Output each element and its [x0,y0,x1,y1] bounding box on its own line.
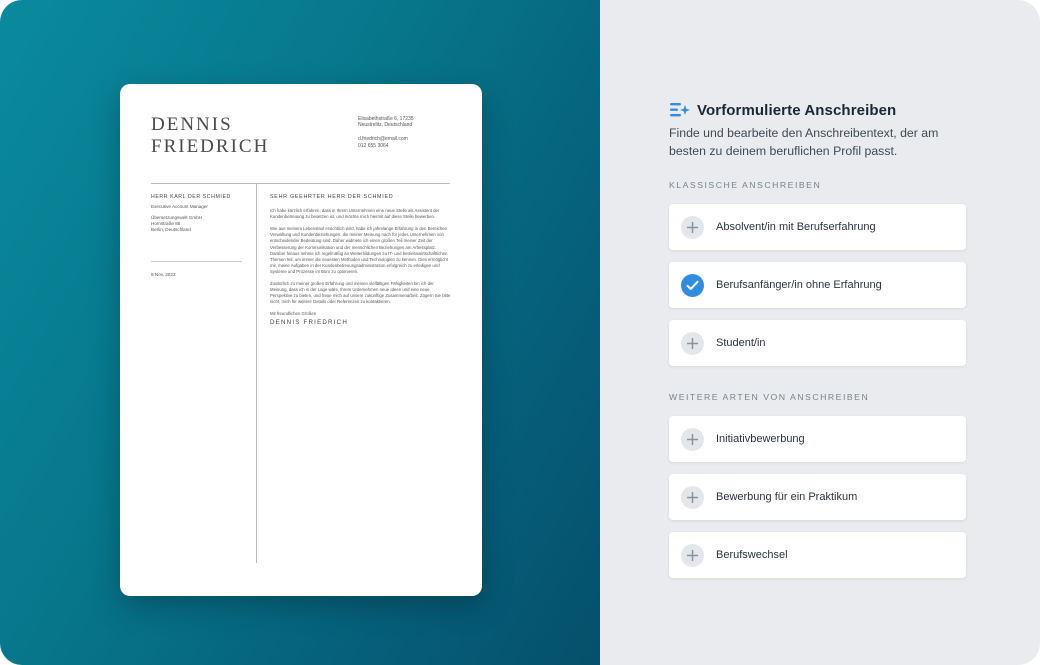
plus-icon [681,486,704,509]
plus-icon [681,544,704,567]
letter-side-divider [151,261,242,262]
recipient-street: Hornstraße 85 [151,220,181,226]
letter-column-divider [256,183,257,563]
letter-contact [358,116,414,149]
letter-address-line2: Neustrelitz, Deutschland [358,122,413,129]
template-option[interactable] [669,532,966,578]
template-option[interactable] [669,320,966,366]
letter-name-first: DENNIS [151,114,233,135]
letter-name [151,114,269,158]
plus-icon [681,428,704,451]
recipient-city: Berlin, Deutschland [151,227,191,233]
letter-recipient [151,194,246,233]
letter-name-last: FRIEDRICH [151,136,270,157]
template-option-label: Absolvent/in mit Berufserfahrung [716,221,876,233]
template-option-label: Student/in [716,337,766,349]
letter-address-line1: Elisabethstraße 6, 17235 [358,116,414,122]
template-option-selected[interactable] [669,262,966,308]
check-icon [681,274,704,297]
plus-icon [681,216,704,239]
section-label-classic: KLASSISCHE ANSCHREIBEN [669,180,822,190]
template-option[interactable] [669,416,966,462]
cover-letter-preview[interactable] [120,84,482,596]
template-option-label: Initiativbewerbung [716,433,805,445]
plus-icon [681,332,704,355]
letter-salutation: SEHR GEEHRTER HERR DER SCHMIED [270,194,394,200]
panel-subtitle: Finde und bearbeite den Anschreibentext, der am besten zu deinem beruflichen Profil passt. [669,126,939,158]
letter-email: d.friedrich@email.com [358,136,408,143]
template-option[interactable] [669,204,966,250]
template-option-label: Bewerbung für ein Praktikum [716,491,858,503]
section-label-other: WEITERE ARTEN VON ANSCHREIBEN [669,392,870,402]
letter-date: 9 Nov, 2023 [151,272,176,277]
letter-divider [151,183,450,184]
panel-header [669,101,896,119]
template-option-label: Berufsanfänger/in ohne Erfahrung [716,279,882,291]
panel-title: Vorformulierte Anschreiben [697,101,897,119]
letter-phone: 012 655 3064 [358,142,389,149]
recipient-company: Übersetzungswelt GmbH [151,214,203,220]
template-option-label: Berufswechsel [716,549,788,561]
recipient-name: HERR KARL DER SCHMIED [151,194,231,200]
text-sparkle-icon [669,101,691,119]
recipient-title: Executive Account Manager [151,204,208,210]
letter-body [270,194,452,326]
letter-closing: Mit freundlichen Grüßen [270,311,317,317]
letter-paragraph: Zusätzlich zu meiner großen Erfahrung und meinen vielfältigen Fähigkeiten bin ich der Meinung, dass ich in der Lage wäre, Ihrem Unternehmen neue Ideen und eine neue Perspektive zu bieten, und freue mich auf unsere zukünftige Zusammenarbeit. Zögern Sie bitte nicht, mich für weitere Details oder Referenzen zu kontaktieren. [270,281,451,305]
letter-paragraph: Wie aus meinem Lebenslauf ersichtlich wird, habe ich jahrelange Erfahrung in den Bereichen Verwaltung und Kundenbeziehungen, die meiner Meinung nach für jedes Unternehmen von entscheidender Bedeutung sind. Daher widmete ich einen großen Teil meiner Zeit der Verbesserung der Kommunikation und der menschlichen Beziehungen am Arbeitsplatz. Darüber hinaus nehme ich regelmäßig an Weiterbildungen zu IT- und betriebswirtschaftlichen Themen teil, um immer die neuesten Methoden und Technologien zu kennen. Dies ermöglicht mir, meine Aufgaben in der Kundenbetreuungsadministration erfolgreich zu erledigen und Systeme und Prozesse im Büro zu optimieren. [270,226,448,274]
letter-paragraph: Ich habe kürzlich erfahren, dass in Ihrem Unternehmen eine neue Stelle als Assistent der Kundenbetreuung zu besetzen ist, und möchte mich hiermit auf diese Stelle bewerben. [270,208,440,220]
letter-signature: DENNIS FRIEDRICH [270,318,348,326]
template-option[interactable] [669,474,966,520]
